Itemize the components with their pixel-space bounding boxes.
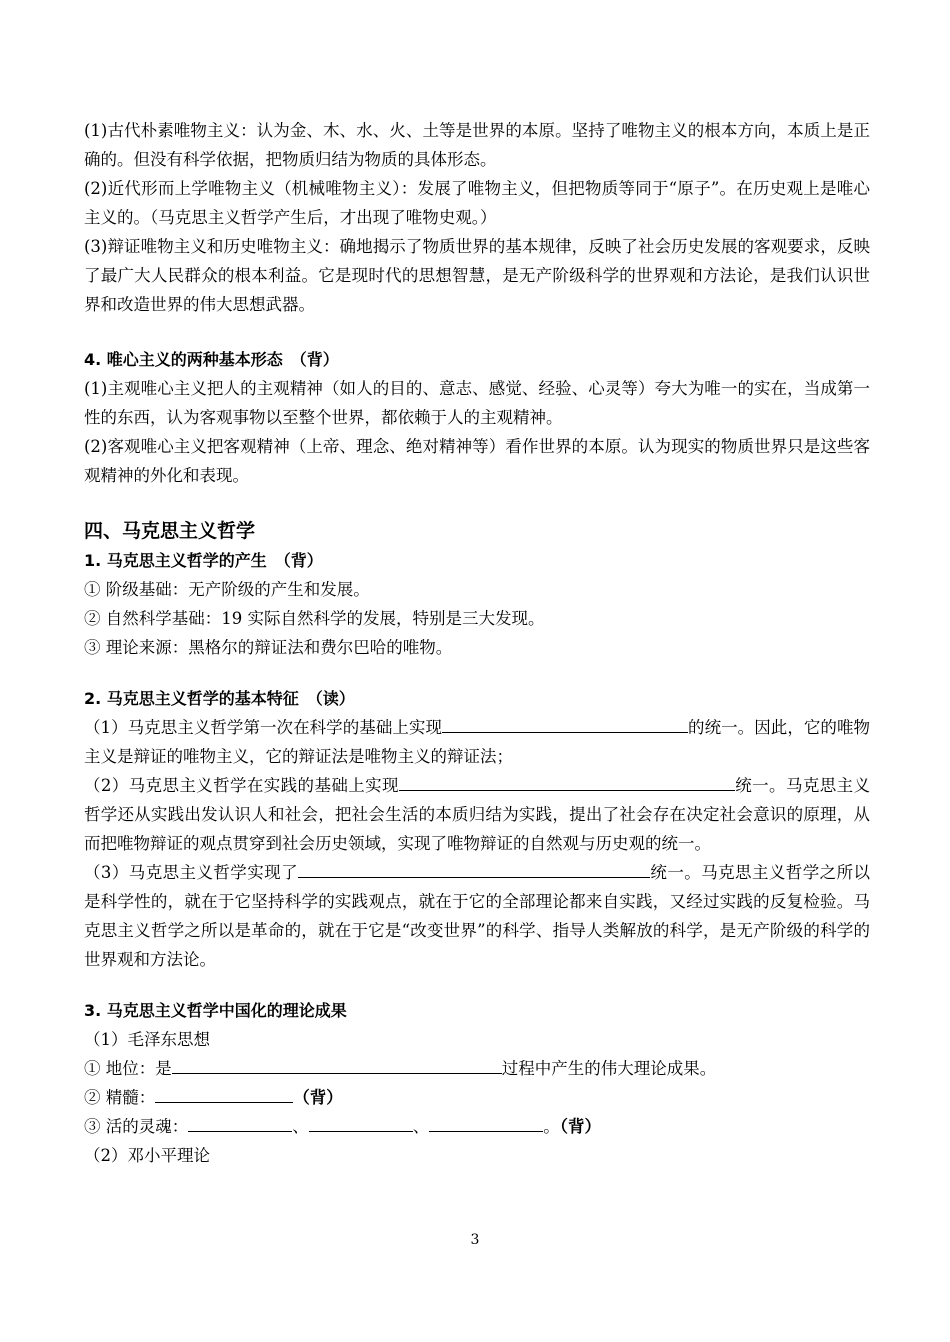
fill-blank[interactable] xyxy=(188,1115,292,1132)
heading-idealism-forms: 4. 唯心主义的两种基本形态 （背） xyxy=(84,350,339,369)
fill-blank[interactable] xyxy=(309,1115,413,1132)
list-item: ③ 活的灵魂： 、 、 。（背） xyxy=(84,1117,601,1136)
list-item: （1）毛泽东思想 xyxy=(84,1030,210,1049)
fill-blank[interactable] xyxy=(442,716,688,733)
list-item: （2）邓小平理论 xyxy=(84,1146,210,1165)
document-content xyxy=(84,116,870,1170)
heading-sinicization: 3. 马克思主义哲学中国化的理论成果 xyxy=(84,1001,347,1020)
fill-blank[interactable] xyxy=(155,1086,293,1103)
list-item: ③ 理论来源：黑格尔的辩证法和费尔巴哈的唯物。 xyxy=(84,638,453,657)
list-item: ② 精髓： （背） xyxy=(84,1088,343,1107)
fill-blank[interactable] xyxy=(298,861,650,878)
list-item: ① 阶级基础：无产阶级的产生和发展。 xyxy=(84,580,370,599)
paragraph: (1)古代朴素唯物主义：认为金、木、水、火、土等是世界的本原。坚持了唯物主义的根本方向，本质上是正确的。但没有科学依据，把物质归结为物质的具体形态。 xyxy=(84,121,870,169)
paragraph: (1)主观唯心主义把人的主观精神（如人的目的、意志、感觉、经验、心灵等）夸大为唯一的实在，当成第一性的东西，认为客观事物以至整个世界，都依赖于人的主观精神。 xyxy=(84,379,870,427)
paragraph-feature-1: （1）马克思主义哲学第一次在科学的基础上实现 的统一。因此，它的唯物主义是辩证的唯物主义，它的辩证法是唯物主义的辩证法； xyxy=(84,718,871,766)
page-number: 3 xyxy=(470,1232,480,1248)
heading-features: 2. 马克思主义哲学的基本特征 （读） xyxy=(84,689,355,708)
paragraph-feature-2: （2）马克思主义哲学在实践的基础上实现 统一。马克思主义哲学还从实践出发认识人和社会，把社会生活的本质归结为实践，提出了社会存在决定社会意识的原理，从而把唯物辩证的观点贯穿到社会历史领域，实现了唯物辩证的自然观与历史观的统一。 xyxy=(84,776,871,853)
fill-blank[interactable] xyxy=(429,1115,543,1132)
list-item: ② 自然科学基础：19 实际自然科学的发展，特别是三大发现。 xyxy=(84,609,545,628)
paragraph: (3)辩证唯物主义和历史唯物主义：确地揭示了物质世界的基本规律，反映了社会历史发展的客观要求，反映了最广大人民群众的根本利益。它是现时代的思想智慧，是无产阶级科学的世界观和方法论，是我们认识世界和改造世界的伟大思想武器。 xyxy=(84,237,870,314)
paragraph: (2)客观唯心主义把客观精神（上帝、理念、绝对精神等）看作世界的本原。认为现实的物质世界只是这些客观精神的外化和表现。 xyxy=(84,437,870,485)
heading-origin: 1. 马克思主义哲学的产生 （背） xyxy=(84,551,323,570)
section-title: 四、马克思主义哲学 xyxy=(84,520,256,542)
paragraph-feature-3: （3）马克思主义哲学实现了 统一。马克思主义哲学之所以是科学性的，就在于它坚持科学的实践观点，就在于它的全部理论都来自实践，又经过实践的反复检验。马克思主义哲学之所以是革命的，就在于它是“改变世界”的科学、指导人类解放的科学，是无产阶级的科学的世界观和方法论。 xyxy=(84,863,871,969)
fill-blank[interactable] xyxy=(172,1057,502,1074)
paragraph: (2)近代形而上学唯物主义（机械唯物主义）：发展了唯物主义，但把物质等同于“原子”。在历史观上是唯心主义的。（马克思主义哲学产生后，才出现了唯物史观。） xyxy=(84,179,870,227)
list-item: ① 地位：是 过程中产生的伟大理论成果。 xyxy=(84,1059,717,1078)
fill-blank[interactable] xyxy=(399,774,735,791)
